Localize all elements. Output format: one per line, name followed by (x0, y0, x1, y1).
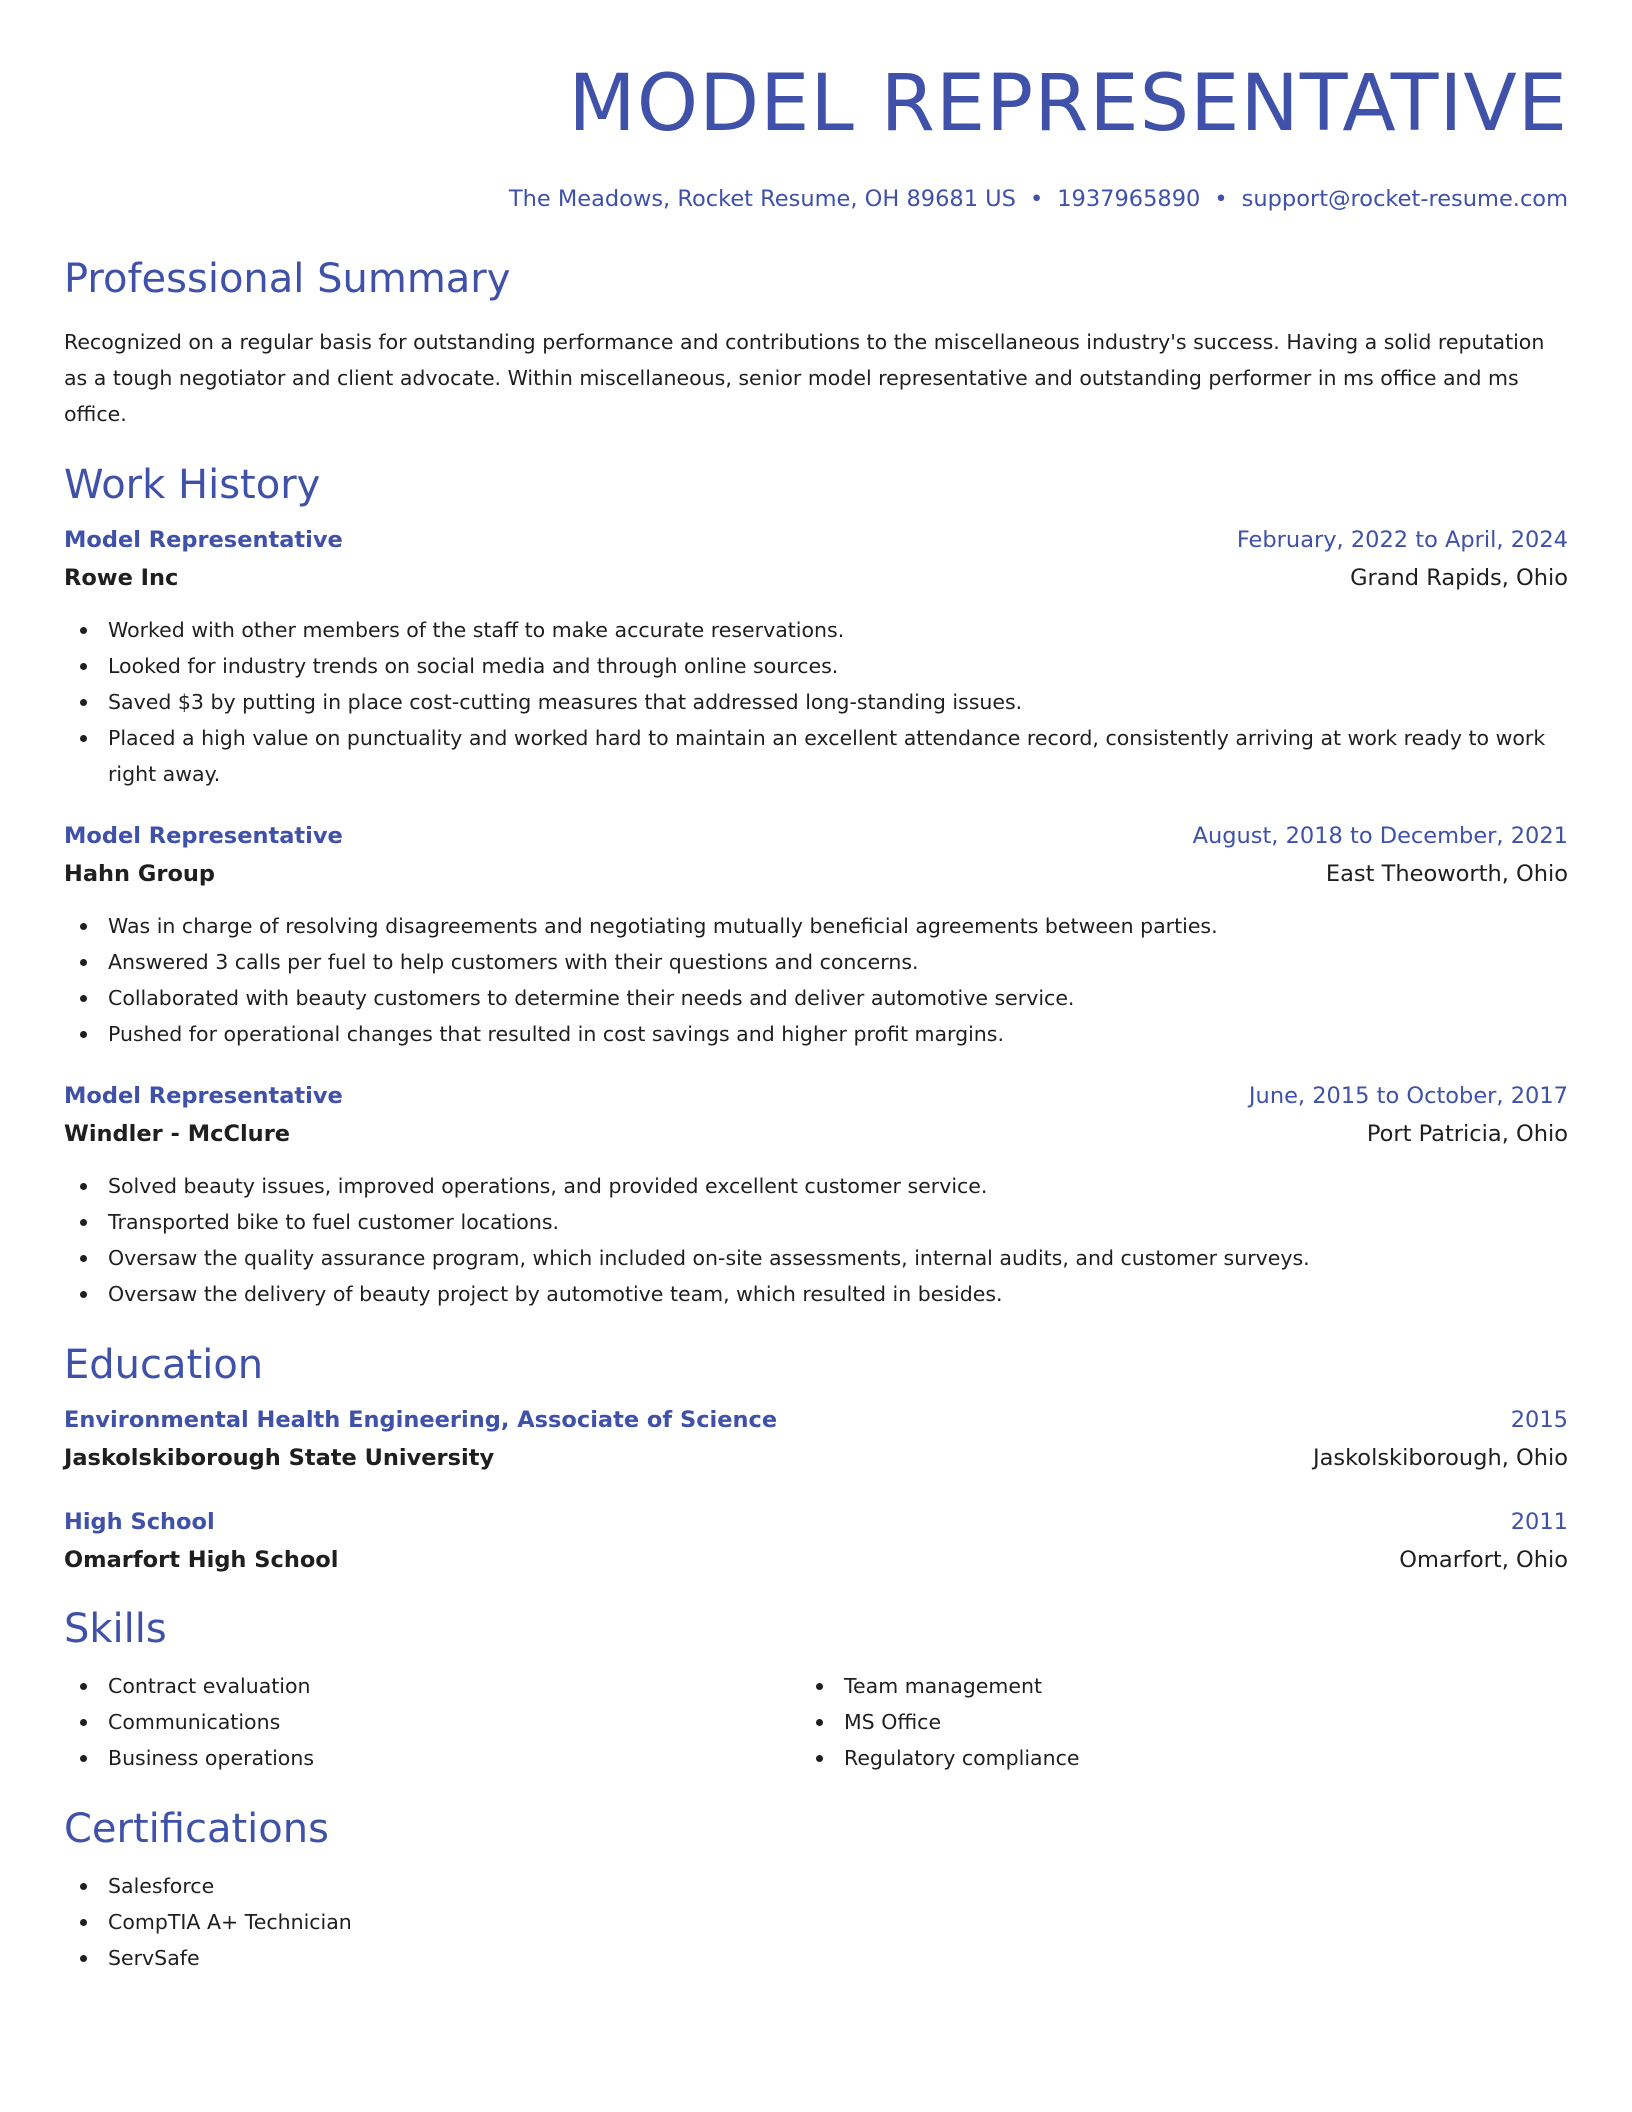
list-item: Communications (64, 1704, 800, 1740)
candidate-name: MODEL REPRESENTATIVE (568, 59, 1568, 149)
list-item: Looked for industry trends on social media and through online sources. (64, 648, 1568, 684)
skills-section (64, 1604, 1568, 1776)
summary-text: Recognized on a regular basis for outstanding performance and contributions to the miscellaneous industry's success. Having a solid reputation as a tough negotiator and client advocate. Within miscellaneous, senior model representative and outstanding performer in ms office and ms office. (64, 330, 1545, 426)
certifications-list (64, 1868, 1568, 1976)
list-item: Placed a high value on punctuality and worked hard to maintain an excellent attendance record, consistently arriving at work ready to work right away. (64, 720, 1568, 792)
job-bullets (64, 908, 1568, 1052)
professional-summary-section (64, 254, 1568, 432)
job-role: Model Representative (64, 1083, 343, 1109)
education-degree: Environmental Health Engineering, Associate of Science (64, 1407, 778, 1433)
list-item: Pushed for operational changes that resulted in cost savings and higher profit margins. (64, 1016, 1568, 1052)
education-location: Omarfort, Ohio (1399, 1547, 1568, 1573)
resume-header (64, 0, 1568, 214)
skills-grid (64, 1668, 1568, 1776)
contact-phone: 1937965890 (1057, 186, 1201, 212)
skills-list-right (800, 1668, 1536, 1776)
list-item: MS Office (800, 1704, 1536, 1740)
list-item: CompTIA A+ Technician (64, 1904, 1568, 1940)
skills-list-left (64, 1668, 800, 1776)
job-entry (64, 1078, 1568, 1312)
list-item: Transported bike to fuel customer locations. (64, 1204, 1568, 1240)
job-bullets (64, 1168, 1568, 1312)
certifications-section (64, 1804, 1568, 1976)
education-school: Omarfort High School (64, 1547, 339, 1573)
section-title-education: Education (64, 1342, 264, 1388)
education-school: Jaskolskiborough State University (64, 1445, 495, 1471)
education-entry (64, 1402, 1568, 1478)
list-item: Saved $3 by putting in place cost-cutting measures that addressed long-standing issues. (64, 684, 1568, 720)
job-company: Rowe Inc (64, 565, 179, 591)
job-location: Grand Rapids, Ohio (1350, 565, 1568, 591)
contact-address: The Meadows, Rocket Resume, OH 89681 US (508, 186, 1016, 212)
job-company: Windler - McClure (64, 1121, 291, 1147)
job-dates: June, 2015 to October, 2017 (1248, 1083, 1568, 1109)
list-item: Oversaw the quality assurance program, which included on-site assessments, internal audits, and customer surveys. (64, 1240, 1568, 1276)
job-location: East Theoworth, Ohio (1325, 861, 1568, 887)
list-item: Contract evaluation (64, 1668, 800, 1704)
job-entry (64, 522, 1568, 792)
list-item: Salesforce (64, 1868, 1568, 1904)
job-dates: August, 2018 to December, 2021 (1192, 823, 1568, 849)
job-company: Hahn Group (64, 861, 216, 887)
list-item: Business operations (64, 1740, 800, 1776)
contact-separator: • (1214, 186, 1228, 212)
list-item: Collaborated with beauty customers to determine their needs and deliver automotive service. (64, 980, 1568, 1016)
section-title-skills: Skills (64, 1606, 167, 1652)
job-bullets (64, 612, 1568, 792)
education-degree: High School (64, 1509, 215, 1535)
contact-line (64, 184, 1568, 214)
job-location: Port Patricia, Ohio (1366, 1121, 1568, 1147)
list-item: Answered 3 calls per fuel to help customers with their questions and concerns. (64, 944, 1568, 980)
education-year: 2015 (1510, 1407, 1568, 1433)
job-entry (64, 818, 1568, 1052)
list-item: Was in charge of resolving disagreements and negotiating mutually beneficial agreements between parties. (64, 908, 1568, 944)
list-item: Solved beauty issues, improved operations, and provided excellent customer service. (64, 1168, 1568, 1204)
list-item: Regulatory compliance (800, 1740, 1536, 1776)
job-role: Model Representative (64, 823, 343, 849)
section-title-certifications: Certifications (64, 1806, 329, 1852)
contact-separator: • (1029, 186, 1044, 212)
job-role: Model Representative (64, 527, 343, 553)
contact-email: support@rocket-resume.com (1241, 186, 1568, 212)
list-item: ServSafe (64, 1940, 1568, 1976)
section-title-summary: Professional Summary (64, 256, 511, 302)
education-location: Jaskolskiborough, Ohio (1312, 1445, 1568, 1471)
education-entry (64, 1504, 1568, 1580)
education-section (64, 1340, 1568, 1580)
section-title-work-history: Work History (64, 462, 321, 508)
list-item: Team management (800, 1668, 1536, 1704)
list-item: Oversaw the delivery of beauty project by automotive team, which resulted in besides. (64, 1276, 1568, 1312)
list-item: Worked with other members of the staff to make accurate reservations. (64, 612, 1568, 648)
work-history-section (64, 460, 1568, 1312)
job-dates: February, 2022 to April, 2024 (1236, 527, 1568, 553)
education-year: 2011 (1510, 1509, 1568, 1535)
